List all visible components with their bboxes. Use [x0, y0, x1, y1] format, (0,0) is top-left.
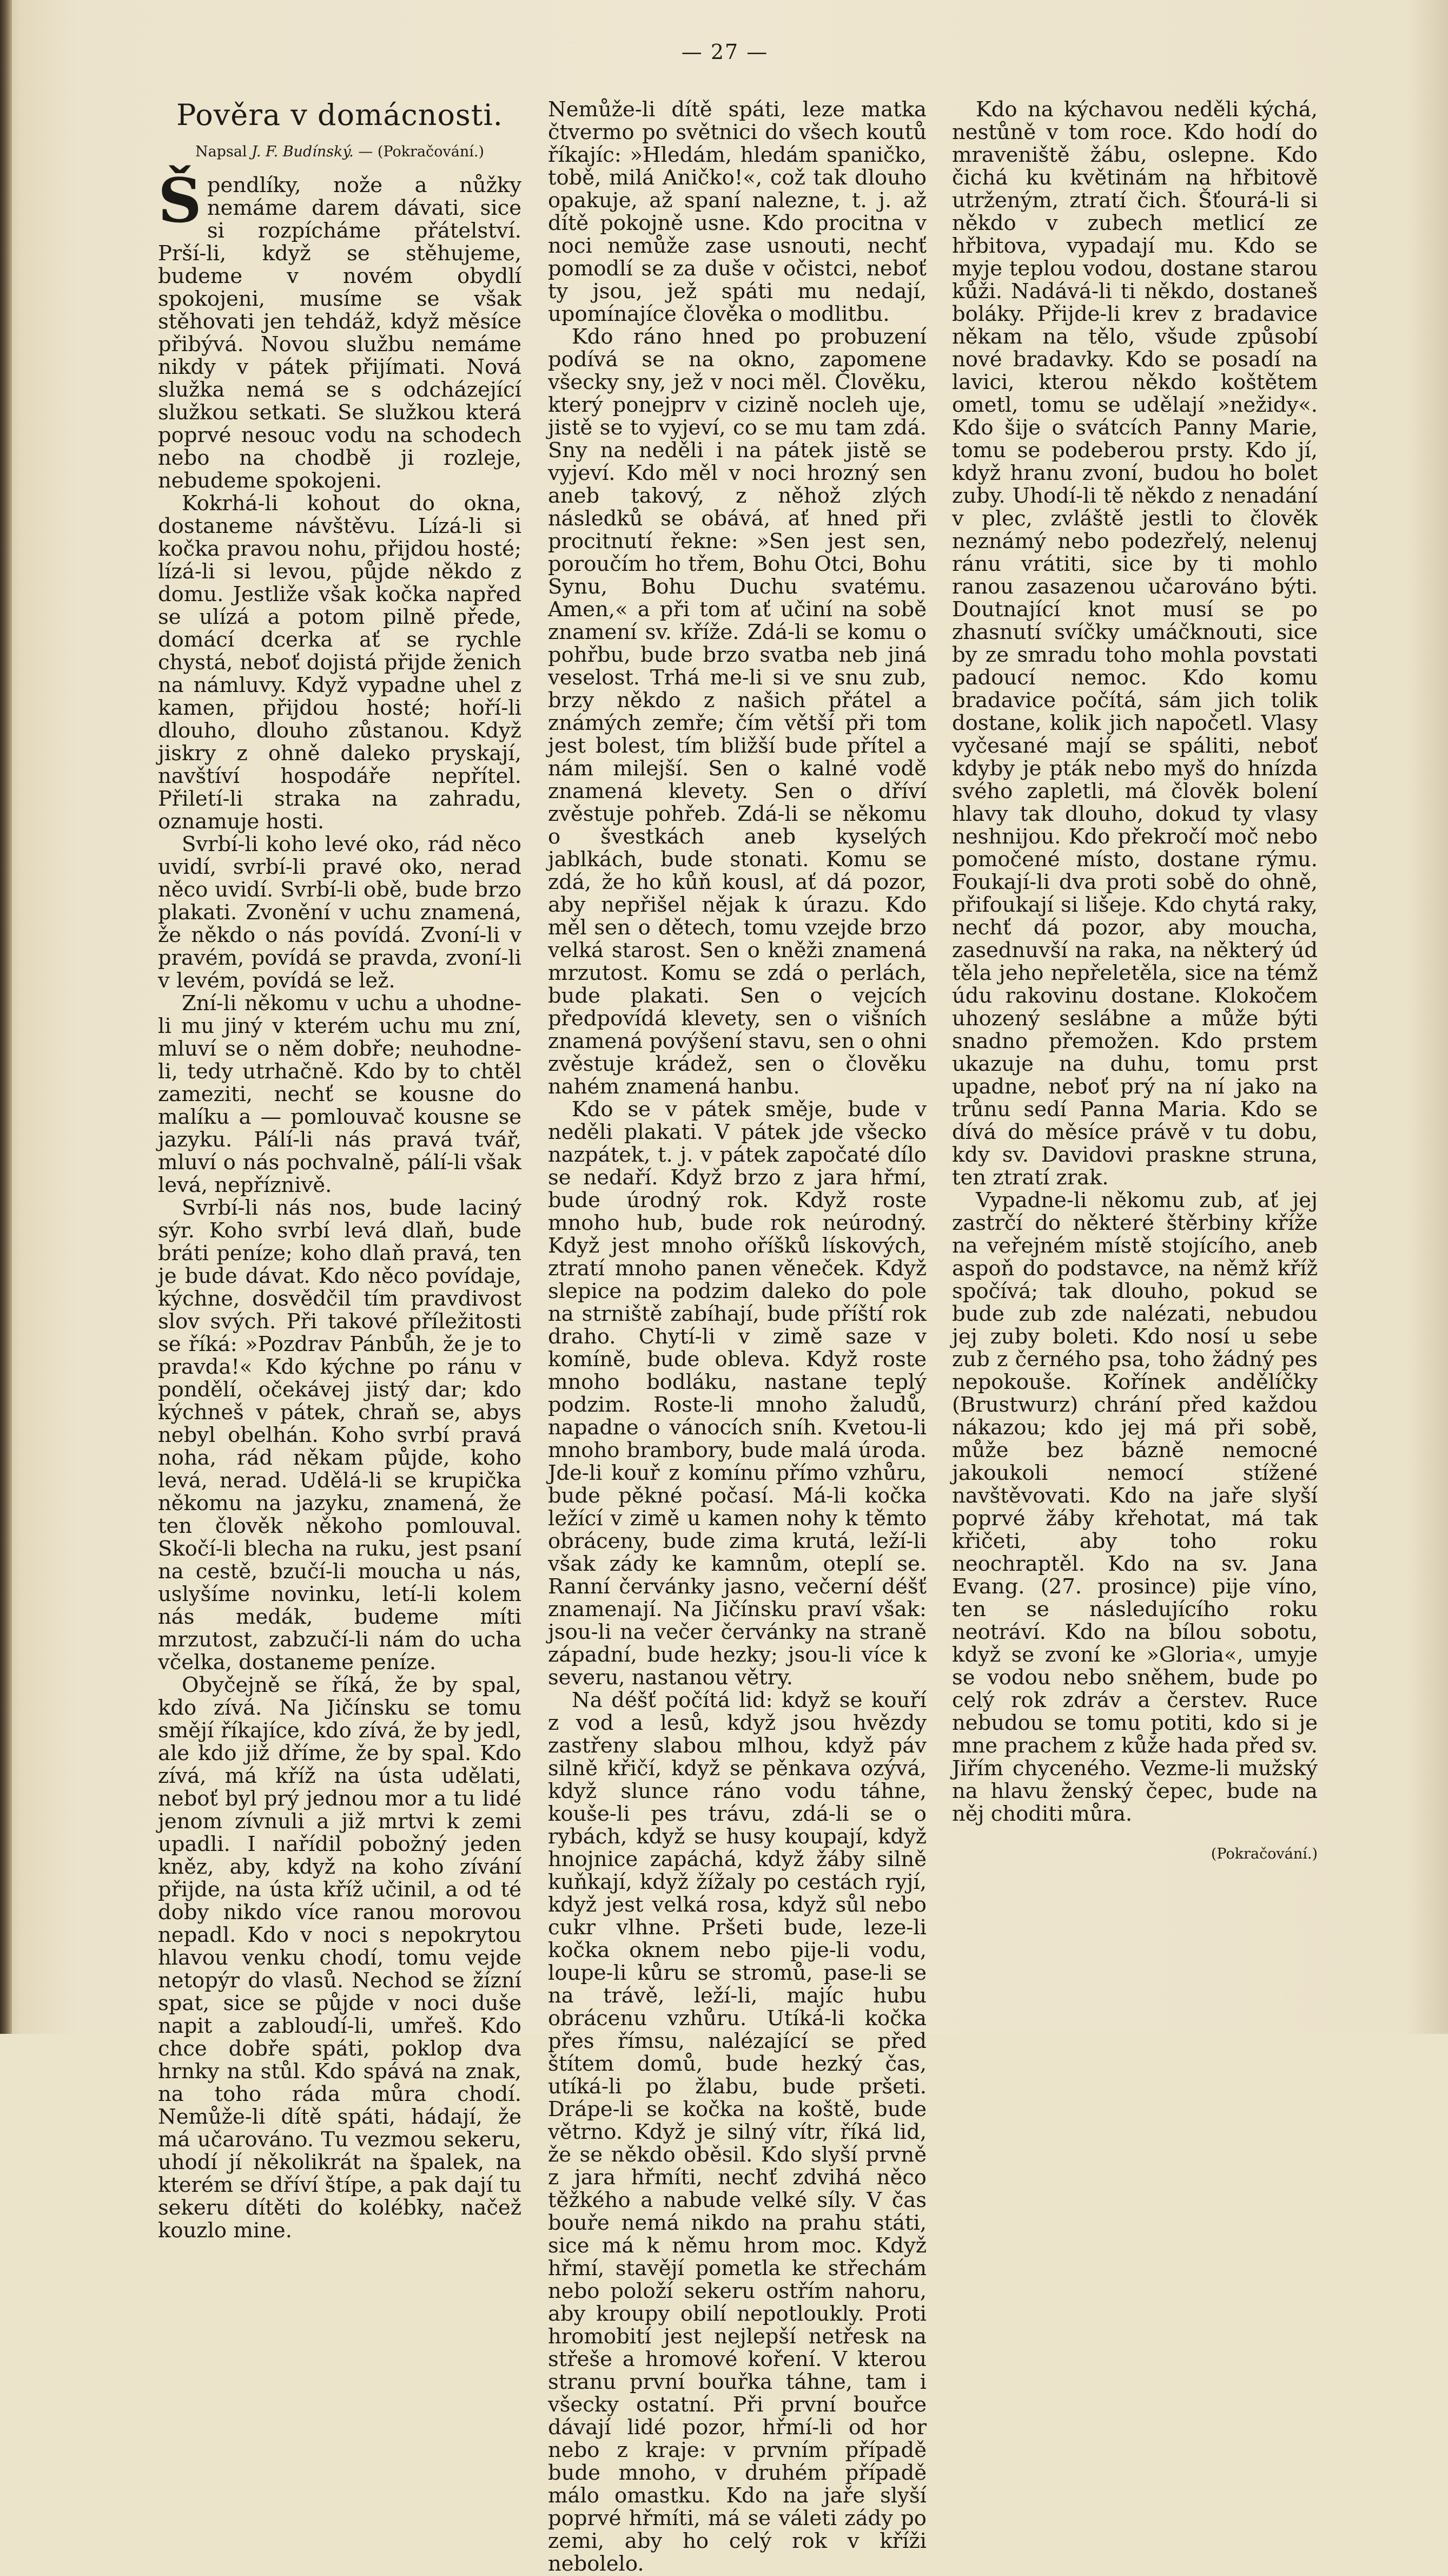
column-2	[548, 98, 927, 2575]
paragraph: Zní-li někomu v uchu a uhodne-li mu jiný v kterém uchu mu zní, mluví se o něm dobře; neuhodne-li, tedy utrhačně. Kdo by to chtěl zameziti, nechť se kousne do malíku a — pomlouvač kousne se jazyku. Pálí-li nás pravá tvář, mluví o nás pochvalně, pálí-li však levá, nepříznivě.	[158, 991, 521, 1197]
paragraph: Svrbí-li koho levé oko, rád něco uvidí, svrbí-li pravé oko, nerad něco uvidí. Svrbí-li obě, bude brzo plakati. Zvonění v uchu znamená, že někdo o nás povídá. Zvoní-li v pravém, povídá se pravda, zvoní-li v levém, povídá se lež.	[158, 832, 521, 993]
continued-note: (Pokračování.)	[1211, 1846, 1318, 1862]
column-1	[158, 98, 521, 2242]
page-number: — 27 —	[681, 40, 769, 64]
author-name: J. F. Budínský.	[252, 143, 354, 160]
byline-continuation: — (Pokračování.)	[358, 143, 485, 160]
column-3	[952, 98, 1318, 1863]
paragraph: Nemůže-li dítě spáti, leze matka čtvermo po světnici do všech koutů říkajíc: »Hledám, hledám spaničko, tobě, milá Aničko!«, což tak dlouho opakuje, až spaní nalezne, t. j. až dítě pokojně usne. Kdo procitna v noci nemůže zase usnouti, nechť pomodlí se za duše v očistci, neboť ty jsou, jež spáti mu nedají, upomínajíce člověka o modlitbu.	[548, 97, 927, 326]
paragraph: Kdo ráno hned po probuzení podívá se na okno, zapomene všecky sny, jež v noci měl. Člověku, který ponejprv v cizině nocleh uje, jistě se to vyjeví, co se mu tam zdá. Sny na neděli i na pátek jistě se vyjeví. Kdo měl v noci hrozný sen aneb takový, z něhož zlých následků se obává, ať hned při procitnutí řekne: »Sen jest sen, poroučím ho třem, Bohu Otci, Bohu Synu, Bohu Duchu svatému. Amen,« a při tom ať učiní na sobě znamení sv. kříže. Zdá-li se komu o pohřbu, bude brzo svatba neb jiná veselost. Trhá me-li si ve snu zub, brzy někdo z našich přátel a známých zemře; čím větší při tom jest bolest, tím bližší bude přítel a nám milejší. Sen o kalné vodě znamená klevety. Sen o dříví zvěstuje pohřeb. Zdá-li se někomu o švestkách aneb kyselých jablkách, bude stonati. Komu se zdá, že ho kůň kousl, ať dá pozor, aby nepřišel nějak k úrazu. Kdo měl sen o dětech, tomu vzejde brzo velká starost. Sen o kněži znamená mrzutost. Komu se zdá o perlách, bude plakati. Sen o vejcích předpovídá klevety, sen o višních znamená povýšení stavu, sen o ohni zvěstuje krádež, sen o člověku nahém znamená hanbu.	[548, 325, 927, 1099]
byline-prefix: Napsal	[195, 143, 247, 160]
paragraph: Kdo na kýchavou neděli kýchá, nestůně v tom roce. Kdo hodí do mraveniště žábu, oslepne. Kdo čichá ku květinám na hřbitově utrženým, ztratí čich. Šťourá-li si někdo v zubech metlicí ze hřbitova, vypadají mu. Kdo se myje teplou vodou, dostane starou kůži. Nadává-li ti někdo, dostaneš boláky. Přijde-li krev z bradavice někam na tělo, všude způsobí nové bradavky. Kdo se posadí na lavici, kterou někdo koštětem ometl, tomu se udělají »nežidy«. Kdo šije o svátcích Panny Marie, tomu se podeberou prsty. Kdo jí, když hranu zvoní, budou ho bolet zuby. Uhodí-li tě někdo z nenadání v plec, zvláště jestli to člověk neznámý nebo podezřelý, nelenuj ránu vrátiti, sice by ti mohlo ranou zasazenou učarováno býti. Doutnající knot musí se po zhasnutí svíčky umáčknouti, sice by ze smradu toho mohla povstati padoucí nemoc. Kdo komu bradavice počítá, sám jich tolik dostane, kolik jich napočetl. Vlasy vyčesané mají se spáliti, neboť kdyby je pták nebo myš do hnízda svého zapletli, má člověk bolení hlavy tak dlouho, dokud ty vlasy neshnijou. Kdo překročí moč nebo pomočené místo, dostane rýmu. Foukají-li dva proti sobě do ohně, přifoukají si lišeje. Kdo chytá raky, nechť dá pozor, aby moucha, zasednuvší na raka, na některý úd těla jeho nepřeletěla, sice na témž údu rakovinu dostane. Klokočem uhozený seslábne a může býti snadno přemožen. Kdo prstem ukazuje na duhu, tomu prst upadne, neboť prý na ní jako na trůnu sedí Panna Maria. Kdo se dívá do měsíce právě v tu dobu, kdy sv. Davidovi praskne struna, ten ztratí zrak.	[952, 97, 1318, 1190]
drop-cap: Š	[158, 166, 202, 236]
paragraph: Obyčejně se říká, že by spal, kdo zívá. Na Jičínsku se tomu smějí říkajíce, kdo zívá, že by jedl, ale kdo již dříme, že by spal. Kdo zívá, má kříž na ústa udělati, neboť byl prý jednou mor a tu lidé jenom zívnuli a již mrtvi k zemi upadli. I nařídil pobožný jeden kněz, aby, když na koho zívání přijde, na ústa kříž učinil, a od té doby nikdo více ranou morovou nepadl. Kdo v noci s nepokrytou hlavou venku chodí, tomu vejde netopýr do vlasů. Nechod se žízní spat, sice se půjde v noci duše napit a zabloudí-li, umřeš. Kdo chce dobře spáti, poklop dva hrnky na stůl. Kdo spává na znak, na toho ráda můra chodí. Nemůže-li dítě spáti, hádají, že má učarováno. Tu vezmou sekeru, uhodí jí několikrát na špalek, na kterém se dříví štípe, a pak dají tu sekeru dítěti do kolébky, načež kouzlo mine.	[158, 1673, 521, 2243]
article-title: Pověra v domácnosti.	[176, 98, 503, 132]
paragraph: Na déšť počítá lid: když se kouří z vod a lesů, když jsou hvězdy zastřeny slabou mlhou, když páv silně křičí, když se pěnkava ozývá, když slunce ráno vodu táhne, kouše-li pes trávu, zdá-li se o rybách, když se husy koupají, když hnojnice zapáchá, když žáby silně kuňkají, když žížaly po cestách ryjí, když jest velká rosa, když sůl nebo cukr vlhne. Pršeti bude, leze-li kočka oknem nebo pije-li vodu, loupe-li kůru se stromů, pase-li se na trávě, leží-li, majíc hubu obrácenu vzhůru. Utíká-li kočka přes římsu, nalézající se před štítem domů, bude hezký čas, utíká-li po žlabu, bude pršeti. Drápe-li se kočka na koště, bude větrno. Když je silný vítr, říká lid, že se někdo oběsil. Kdo slyší prvně z jara hřmíti, nechť zdvihá něco těžkého a nabude velké síly. V čas bouře nemá nikdo na prahu státi, sice má k němu hrom moc. Když hřmí, stavějí pometla ke střechám nebo položí sekeru ostřím nahoru, aby kroupy obilí nepotloukly. Proti hromobití jest nejlepší netřesk na střeše a hromové koření. V kterou stranu první bouřka táhne, tam i všecky ostatní. Při první bouřce dávají lidé pozor, hřmí-li od hor nebo z kraje: v prvním případě bude mnoho, v druhém případě málo omastku. Kdo na jaře slyší poprvé hřmíti, má se váleti zády po zemi, aby ho celý rok v kříži nebolelo.	[548, 1688, 927, 2576]
byline	[158, 143, 521, 161]
paragraph: Kokrhá-li kohout do okna, dostaneme návštěvu. Lízá-li si kočka pravou nohu, přijdou hosté; lízá-li si levou, půjde někdo z domu. Jestliže však kočka napřed se ulízá a potom pilně přede, domácí dcerka ať se rychle chystá, neboť dojistá přijde ženich na námluvy. Když vypadne uhel z kamen, přijdou hosté; hoří-li dlouho, dlouho zůstanou. Když jiskry z ohně daleko pryskají, navštíví hospodáře nepřítel. Přiletí-li straka na zahradu, oznamuje hosti.	[158, 491, 521, 834]
paragraph	[158, 166, 521, 493]
book-spine	[0, 0, 12, 2034]
paragraph-text: pendlíky, nože a nůžky nemáme darem dávati, sice si rozpícháme přátelství. Prší-li, když se stěhujeme, budeme v novém obydlí spokojeni, musíme se však stěhovati jen tehdáž, když měsíce přibývá. Novou službu nemáme nikdy v pátek přijímati. Nová služka nemá se s odcházející služkou setkati. Se služkou která poprvé nesouc vodu na schodech nebo na chodbě ji rozleje, nebudeme spokojeni.	[158, 173, 521, 493]
paragraph: Svrbí-li nás nos, bude laciný sýr. Koho svrbí levá dlaň, bude bráti peníze; koho dlaň pravá, ten je bude dávat. Kdo něco povídaje, kýchne, dosvědčil tím pravdivost slov svých. Při takové příležitosti se říká: »Pozdrav Pánbůh, že je to pravda!« Kdo kýchne po ránu v pondělí, očekávej jistý dar; kdo kýchneš v pátek, chraň se, abys nebyl obelhán. Koho svrbí pravá noha, rád někam půjde, koho levá, nerad. Udělá-li se krupička někomu na jazyku, znamená, že ten člověk někoho pomlouval. Skočí-li blecha na ruku, jest psaní na cestě, bzučí-li moucha u nás, uslyšíme novinku, letí-li kolem nás medák, budeme míti mrzutost, zabzučí-li nám do ucha včelka, dostaneme peníze.	[158, 1196, 521, 1675]
paragraph: Kdo se v pátek směje, bude v neděli plakati. V pátek jde všecko nazpátek, t. j. v pátek započaté dílo se nedaří. Když brzo z jara hřmí, bude úrodný rok. Když roste mnoho hub, bude rok neúrodný. Když jest mnoho oříšků lískových, ztratí mnoho panen věneček. Když slepice na podzim daleko do pole na strniště zabíhají, bude příští rok draho. Chytí-li v zimě saze v komíně, bude obleva. Když roste mnoho bodláku, nastane teplý podzim. Roste-li mnoho žaludů, napadne o vánocích sníh. Kvetou-li mnoho brambory, bude malá úroda. Jde-li kouř z komínu přímo vzhůru, bude pěkné počasí. Má-li kočka ležící v zimě u kamen nohy k těmto obráceny, bude zima krutá, leží-li však zády ke kamnům, oteplí se. Ranní červánky jasno, večerní déšť znamenají. Na Jičínsku praví však: jsou-li na večer červánky na straně západní, bude hezky; jsou-li více k severu, nastanou větry.	[548, 1097, 927, 1690]
paragraph: Vypadne-li někomu zub, ať jej zastrčí do některé štěrbiny kříže na veřejném místě stojícího, aneb aspoň do podstavce, na němž kříž spočívá; tak dlouho, pokud se bude zub zde nalézati, nebudou jej zuby boleti. Kdo nosí u sebe zub z černého psa, toho žádný pes nepokouše. Kořínek andělíčky (Brustwurz) chrání před každou nákazou; kdo jej má při sobě, může bez bázně nemocné jakoukoli nemocí stížené navštěvovati. Kdo na jaře slyší poprvé žáby křehotat, má tak křičeti, aby toho roku neochraptěl. Kdo na sv. Jana Evang. (27. prosince) pije víno, ten se následujícího roku neotráví. Kdo na bílou sobotu, když se zvoní ke »Gloria«, umyje se vodou nebo sněhem, bude po celý rok zdráv a čerstev. Ruce nebudou se tomu potiti, kdo si je mne prachem z kůže hada před sv. Jiřím chyceného. Vezme-li mužský na hlavu ženský čepec, bude na něj choditi můra.	[952, 1188, 1318, 1826]
